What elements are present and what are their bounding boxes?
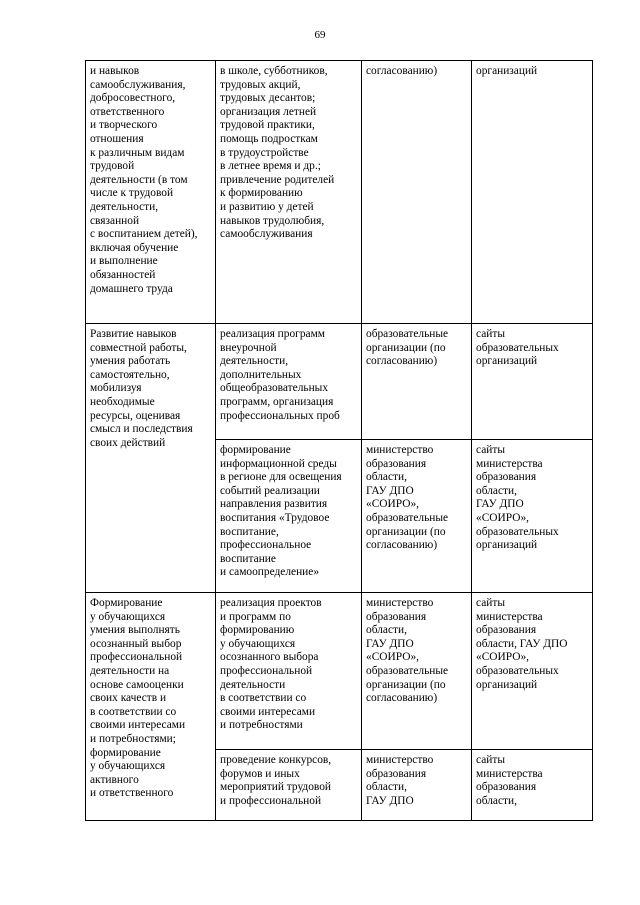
executor-cell: министерство образования области, ГАУ ДПО «СОИРО», образовательные организации (по согласованию) — [362, 593, 472, 750]
activity-cell: реализация проектов и программ по формированию у обучающихся осознанного выбора профессиональной деятельности в соответствии со своими интересами и потребностями — [216, 593, 362, 750]
executor-cell: министерство образования области, ГАУ ДПО — [362, 750, 472, 821]
activity-cell: проведение конкурсов, форумов и иных мероприятий трудовой и профессиональной — [216, 750, 362, 821]
goal-cell: Развитие навыков совместной работы, умения работать самостоятельно, мобилизуя необходимые ресурсы, оценивая смысл и последствия своих действий — [86, 324, 216, 593]
table-row — [86, 593, 593, 750]
source-cell: сайты министерства образования области, ГАУ ДПО «СОИРО», образовательных организаций — [472, 593, 593, 750]
source-cell: сайты министерства образования области, — [472, 750, 593, 821]
activity-cell: в школе, субботников, трудовых акций, трудовых десантов; организация летней трудовой практики, помощь подросткам в трудоустройстве в летнее время и др.; привлечение родителей к формированию и развитию у детей навыков трудолюбия, самообслуживания — [216, 61, 362, 324]
executor-cell: министерство образования области, ГАУ ДПО «СОИРО», образовательные организации (по согласованию) — [362, 440, 472, 593]
source-cell: организаций — [472, 61, 593, 324]
table-row — [86, 324, 593, 440]
executor-cell: образовательные организации (по согласованию) — [362, 324, 472, 440]
goal-cell: и навыков самообслуживания, добросовестного, ответственного и творческого отношения к различным видам трудовой деятельности (в том числе к трудовой деятельности, связанной с воспитанием детей), включая обучение и выполнение обязанностей домашнего труда — [86, 61, 216, 324]
source-cell: сайты министерства образования области, ГАУ ДПО «СОИРО», образовательных организаций — [472, 440, 593, 593]
table-row — [86, 61, 593, 324]
executor-cell: согласованию) — [362, 61, 472, 324]
page-number: 69 — [314, 29, 326, 41]
activity-cell: формирование информационной среды в регионе для освещения событий реализации направления развития воспитания «Трудовое воспитание, профессиональное воспитание и самоопределение» — [216, 440, 362, 593]
activity-cell: реализация программ внеурочной деятельности, дополнительных общеобразовательных программ, организация профессиональных проб — [216, 324, 362, 440]
activities-table — [85, 60, 593, 821]
goal-cell: Формирование у обучающихся умения выполнять осознанный выбор профессиональной деятельности на основе самооценки своих качеств и в соответствии со своими интересами и потребностями; формирование у обучающихся активного и ответственного — [86, 593, 216, 821]
source-cell: сайты образовательных организаций — [472, 324, 593, 440]
